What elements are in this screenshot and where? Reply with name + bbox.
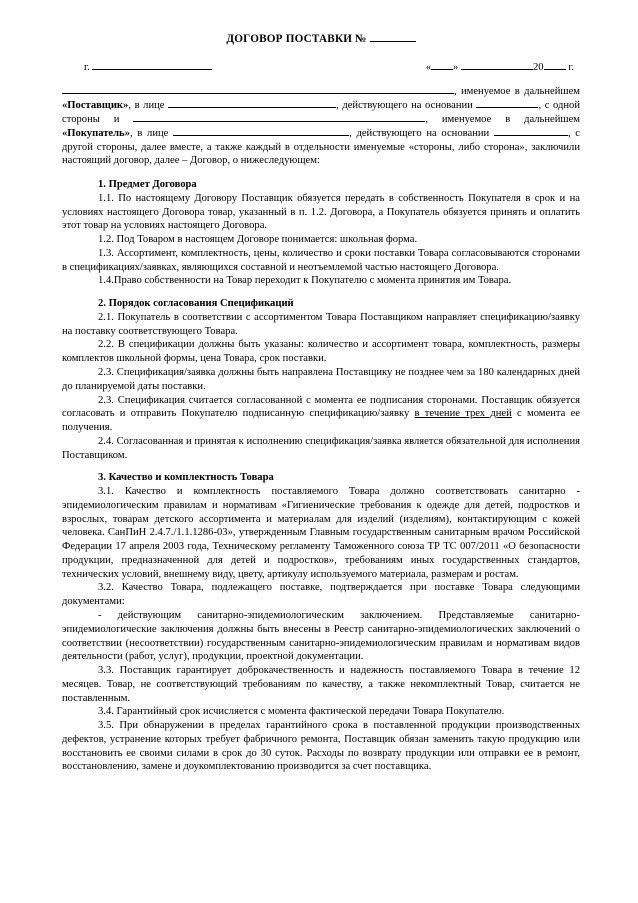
buyer-lead: , именуемое в дальнейшем <box>425 113 580 125</box>
preamble-closing: , с другой стороны, далее вместе, а также каждый в отдельности именуемые «стороны, либо сторона», заключили настоящий договор, далее – Договор, о нижеследующем: <box>62 127 581 167</box>
clause-3-2-bullet: - действующим санитарно-эпидемиологическим заключением. Представляемые санитарно-эпидемиологические заключения должны быть внесены в Реестр санитарно-эпидемиологических заключений о соответствии (несоответствии) государственным санитарно-эпидемиологическим правилам и нормативам видов деятельности (работ, услуг), продукции, проектной документации. <box>62 610 580 663</box>
clause-1-3: 1.3. Ассортимент, комплектность, цены, количество и сроки поставки Товара согласовываются сторонами в спецификациях/заявках, являющихся составной и неотъемлемой частью настоящего Договора. <box>62 247 580 273</box>
place-label: г. <box>84 62 90 74</box>
buyer-after-person: , действующего на основании <box>349 127 490 139</box>
supplier-name-blank[interactable] <box>62 93 454 94</box>
supplier-after-person: , действующего на основании <box>336 100 473 112</box>
clause-2-3-part1: 2.3. Спецификация считается согласованной с момента ее подписания сторонами. Поставщик обязуется согласовать и отправить Покупателю подписанную спецификацию/заявку <box>62 394 580 420</box>
date-year: 20 <box>532 62 544 74</box>
page-title <box>62 33 580 46</box>
contract-number-blank[interactable] <box>370 41 416 42</box>
place-field <box>84 62 212 73</box>
supplier-term: «Поставщик» <box>62 100 129 112</box>
clause-3-1: 3.1. Качество и комплектность поставляемого Товара должно соответствовать санитарно - эпидемиологическим правилам и нормативам «Гигиенические требования к одежде для детей, подростков и взрослых, товарам детского ассортимента и материалам для изделий (изделиям), контактирующим с кожей человека. СанПиН 2.4.7./1.1.1286-03», утвержденным Главным государственным санитарным врачом Российской Федерации 17 апреля 2003 года, Техническому регламенту Таможенного союза ТР ТС 007/2011 «О безопасности продукции, предназначенной для детей и подростков», требованиям иных государственных стандартов, технических условий, внешнему виду, цвету, артикулу используемого материала, размерам и ростам. <box>62 486 580 580</box>
preamble-line1-tail: , именуемое в дальнейшем <box>454 86 580 98</box>
place-and-date-row <box>62 62 580 73</box>
place-blank[interactable] <box>92 69 212 70</box>
supplier-mid: , в лице <box>128 100 165 112</box>
clause-2-4: 2.4. Согласованная и принятая к исполнению спецификация/заявка является обязательной для исполнения Поставщиком. <box>62 435 580 461</box>
date-month-blank[interactable] <box>461 69 533 70</box>
buyer-term: «Покупатель» <box>62 127 130 139</box>
section-heading-1: 1. Предмет Договора <box>98 179 197 191</box>
preamble-paragraph <box>62 85 580 168</box>
clause-2-3-approval <box>62 394 580 435</box>
date-field <box>426 62 574 73</box>
clause-2-3-part2: с момента ее получения. <box>62 408 580 434</box>
buyer-person-blank[interactable] <box>173 135 349 136</box>
clause-2-3-underlined: в течение трех дней <box>414 408 512 420</box>
supplier-person-blank[interactable] <box>168 107 336 108</box>
section-heading-3: 3. Качество и комплектность Товара <box>98 472 274 484</box>
date-year-blank[interactable] <box>544 69 566 70</box>
supplier-basis-blank[interactable] <box>476 107 538 108</box>
clause-3-3: 3.3. Поставщик гарантирует доброкачественность и надежность поставляемого Товара в течение 12 месяцев. Товар, не соответствующий требованиям по качеству, а также некомплектный Товар, считается не поставленным. <box>62 665 580 704</box>
clause-2-1: 2.1. Покупатель в соответствии с ассортиментом Товара Поставщиком направляет спецификацию/заявку на поставку соответствующего Товара. <box>62 311 580 337</box>
clause-3-4: 3.4. Гарантийный срок исчисляется с момента фактической передачи Товара Покупателю. <box>98 706 505 718</box>
clause-3-5: 3.5. При обнаружении в пределах гарантийного срока в поставленной продукции производственных дефектов, устранение которых требует фабричного ремонта, Поставщик обязан заменить такую продукцию или восстановить ее своими силами в срок до 30 суток. Расходы по возврату продукции или отправки ее в ремонт, восстановлению, замене и доукомплектованию производится за счет поставщика. <box>62 720 580 773</box>
section-heading-2: 2. Порядок согласования Спецификаций <box>98 298 294 310</box>
clause-1-4: 1.4.Право собственности на Товар переходит к Покупателю с момента принятия им Товара. <box>98 275 512 287</box>
date-quote-open: « <box>425 62 431 74</box>
clause-1-1: 1.1. По настоящему Договору Поставщик обязуется передать в собственность Покупателя в срок и на условиях настоящего Договора товар, указанный в п. 1.2. Договора, а Покупатель обязуется принять и оплатить этот товар на условиях настоящего Договора. <box>62 192 580 232</box>
clause-2-2: 2.2. В спецификации должны быть указаны: количество и ассортимент товара, комплектность, размеры комплектов школьной формы, цена Товара, срок поставки. <box>62 339 580 365</box>
clause-2-3-deadline: 2.3. Спецификация/заявка должны быть направлена Поставщику не позднее чем за 180 календарных дней до планируемой даты поставки. <box>62 366 580 392</box>
buyer-mid: , в лице <box>129 127 169 139</box>
supplier-basis-tail: , с одной стороны и <box>62 100 580 125</box>
clause-1-2: 1.2. Под Товаром в настоящем Договоре понимается: школьная форма. <box>98 234 418 246</box>
page-title-text: ДОГОВОР ПОСТАВКИ № <box>226 33 367 45</box>
date-day-blank[interactable] <box>431 69 453 70</box>
date-quote-close: » <box>452 62 459 74</box>
clause-3-2: 3.2. Качество Товара, подлежащего поставке, подтверждается при поставке Товара следующими документами: <box>62 582 580 608</box>
buyer-name-blank[interactable] <box>133 121 425 122</box>
buyer-basis-blank[interactable] <box>494 135 568 136</box>
date-suffix: г. <box>568 62 574 74</box>
